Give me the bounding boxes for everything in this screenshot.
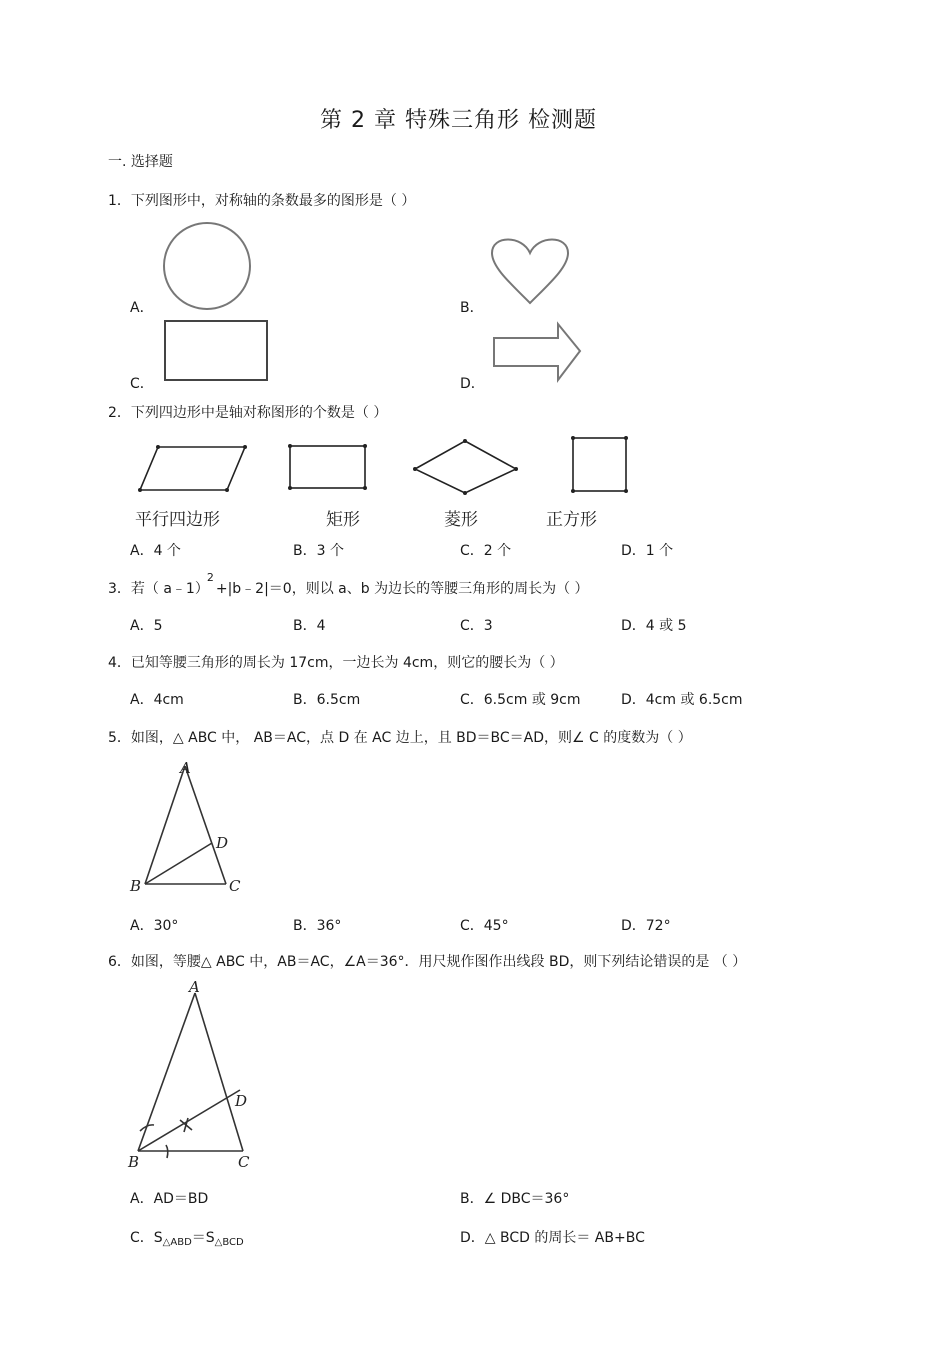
q3-option-b: B．4 bbox=[293, 618, 326, 634]
caption-square: 正方形 bbox=[546, 510, 597, 530]
segment-ab bbox=[145, 766, 185, 884]
vertex-c-label: C bbox=[238, 1153, 250, 1171]
quadrilaterals-figure bbox=[135, 435, 635, 500]
q5-option-c: C．45° bbox=[460, 918, 509, 934]
q1-option-d: D． bbox=[460, 376, 485, 392]
rhombus-icon bbox=[413, 439, 518, 495]
question-3-stem bbox=[108, 571, 589, 598]
q3-option-d: D．4 或 5 bbox=[621, 618, 687, 634]
q6-option-c bbox=[130, 1227, 244, 1248]
segment-bd bbox=[138, 1090, 240, 1151]
q1-option-a: A． bbox=[130, 300, 154, 316]
segment-ac bbox=[195, 993, 243, 1151]
q2-option-b: B．3 个 bbox=[293, 543, 344, 559]
q6-option-c-text-2: ＝S bbox=[191, 1230, 215, 1246]
q2-option-d: D．1 个 bbox=[621, 543, 674, 559]
arrow-icon bbox=[492, 322, 584, 384]
page-title: 第 2 章 特殊三角形 检测题 bbox=[320, 108, 597, 133]
rectangle-shape-icon bbox=[288, 444, 367, 490]
q6-option-a: A．AD＝BD bbox=[130, 1191, 209, 1207]
q6-option-c-subscript-1: △ABD bbox=[162, 1237, 192, 1248]
segment-ac bbox=[185, 766, 229, 884]
q5-option-b: B．36° bbox=[293, 918, 342, 934]
q1-option-c: C． bbox=[130, 376, 154, 392]
triangle-figure-q6 bbox=[125, 978, 260, 1173]
vertex-a-label: A bbox=[189, 978, 200, 996]
question-1-stem: 1．下列图形中，对称轴的条数最多的图形是（ ） bbox=[108, 193, 416, 209]
q6-option-c-subscript-2: △BCD bbox=[214, 1237, 244, 1248]
q1-option-b: B． bbox=[460, 300, 484, 316]
heart-icon bbox=[490, 233, 572, 307]
section-heading: 一. 选择题 bbox=[108, 154, 173, 170]
question-6-stem: 6．如图，等腰△ ABC 中，AB＝AC，∠A＝36°．用尺规作图作出线段 BD，则下列结论错误的是 （ ） bbox=[108, 954, 747, 970]
q3-stem-part-2: +|b﹣2|＝0，则以 a、b 为边长的等腰三角形的周长为（ ） bbox=[215, 581, 589, 597]
q3-option-c: C．3 bbox=[460, 618, 493, 634]
circle-icon bbox=[162, 222, 252, 312]
q3-exponent: 2 bbox=[206, 571, 214, 584]
q4-option-d: D．4cm 或 6.5cm bbox=[621, 692, 743, 708]
question-5-stem: 5．如图，△ ABC 中， AB＝AC，点 D 在 AC 边上，且 BD＝BC＝AD，则∠ C 的度数为（ ） bbox=[108, 730, 692, 746]
q2-option-a: A．4 个 bbox=[130, 543, 181, 559]
parallelogram-icon bbox=[138, 445, 247, 492]
vertex-a-label: A bbox=[180, 759, 191, 777]
vertex-c-label: C bbox=[229, 877, 241, 895]
q4-option-a: A．4cm bbox=[130, 692, 184, 708]
triangle-figure-q5 bbox=[125, 755, 255, 900]
q2-option-c: C．2 个 bbox=[460, 543, 512, 559]
vertex-d-label: D bbox=[216, 834, 229, 852]
vertex-d-label: D bbox=[235, 1092, 248, 1110]
q3-stem-part-1: 3．若（ a﹣1） bbox=[108, 581, 209, 597]
q3-option-a: A．5 bbox=[130, 618, 163, 634]
question-4-stem: 4．已知等腰三角形的周长为 17cm，一边长为 4cm，则它的腰长为（ ） bbox=[108, 655, 564, 671]
q6-option-d: D．△ BCD 的周长＝ AB+BC bbox=[460, 1230, 645, 1246]
q5-option-d: D．72° bbox=[621, 918, 671, 934]
caption-parallelogram: 平行四边形 bbox=[135, 510, 220, 530]
q4-option-b: B．6.5cm bbox=[293, 692, 361, 708]
vertex-b-label: B bbox=[128, 1153, 140, 1171]
segment-bd bbox=[145, 843, 212, 884]
q5-option-a: A．30° bbox=[130, 918, 179, 934]
caption-rectangle: 矩形 bbox=[326, 510, 360, 530]
segment-ab bbox=[138, 993, 195, 1151]
q4-option-c: C．6.5cm 或 9cm bbox=[460, 692, 581, 708]
rectangle-icon bbox=[164, 320, 270, 384]
construction-cross-2 bbox=[184, 1118, 188, 1132]
vertex-b-label: B bbox=[130, 877, 142, 895]
caption-rhombus: 菱形 bbox=[444, 510, 478, 530]
square-icon bbox=[571, 436, 628, 493]
question-2-stem: 2．下列四边形中是轴对称图形的个数是（ ） bbox=[108, 405, 388, 421]
q6-option-c-text-1: C．S bbox=[130, 1230, 163, 1246]
q6-option-b: B．∠ DBC＝36° bbox=[460, 1191, 570, 1207]
